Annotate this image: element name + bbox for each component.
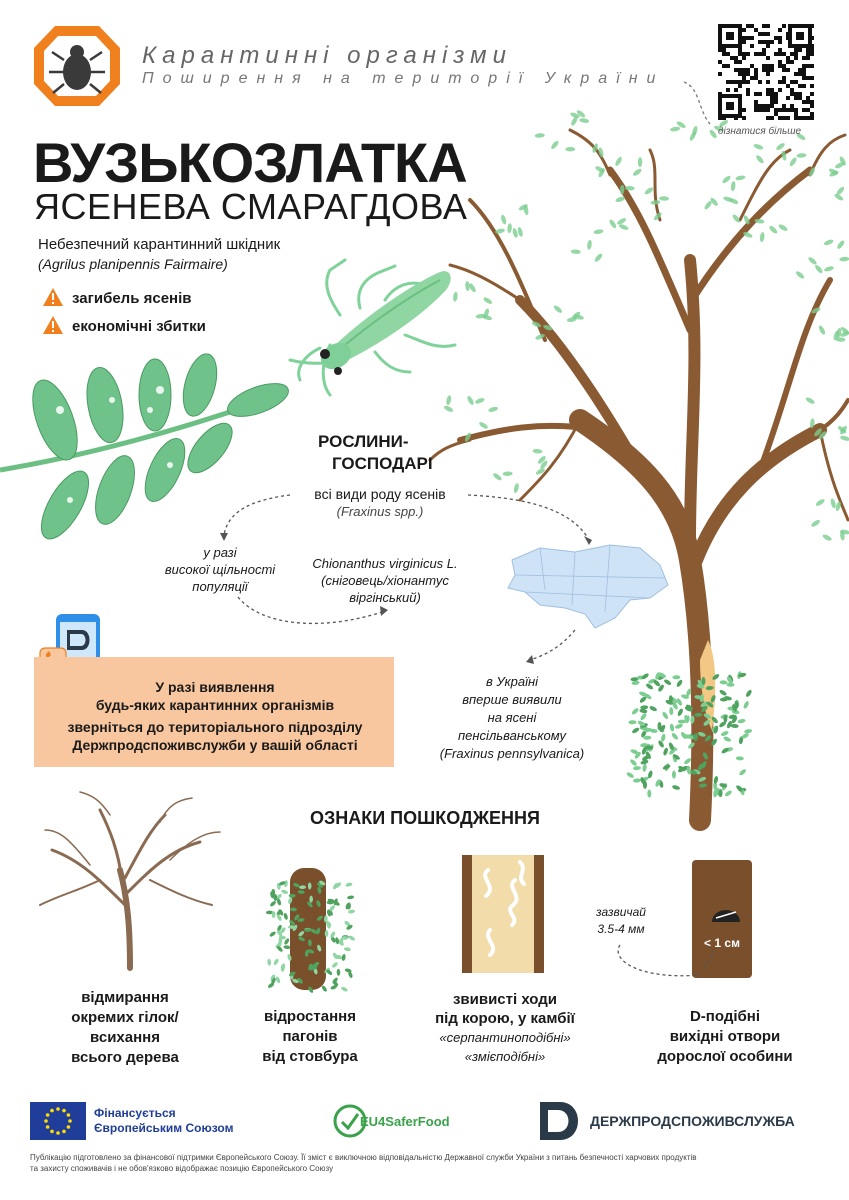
hosts-heading: РОСЛИНИ-	[318, 432, 409, 451]
sign-exit-holes: D-подібні вихідні отвори дорослої особини	[657, 1008, 793, 1065]
qr-pointer-arrow	[684, 82, 710, 124]
hosts-main-latin: (Fraxinus spp.)	[336, 504, 424, 519]
hosts-main: всі види роду ясенів	[314, 486, 446, 502]
bark-galleries-icon	[462, 855, 544, 973]
eu4safer-food-label: EU4SaferFood	[360, 1114, 450, 1129]
sign-galleries: звивисті ходи під корою, у камбії «серпантиноподібні» «змієподібні»	[435, 991, 575, 1064]
ukraine-note-5: (Fraxinus pennsylvanica)	[439, 746, 585, 761]
contact-line-3: зверніться до територіального підрозділу	[67, 719, 363, 735]
warning-economic-loss: економічні збитки	[72, 318, 206, 335]
ukraine-note-2: вперше виявили	[462, 692, 562, 707]
sign-dieback: відмирання окремих гілок/ всихання всього дерева	[71, 989, 179, 1066]
qr-code-icon[interactable]	[716, 22, 814, 120]
agency-name: ДЕРЖПРОДСПОЖИВСЛУЖБА	[590, 1113, 795, 1129]
page-title: ВУЗЬКОЗЛАТКА	[33, 131, 467, 194]
alt-host-3: віргінський)	[349, 590, 421, 605]
ukraine-note-3: на ясені	[487, 710, 537, 725]
pest-description: Небезпечний карантинний шкідник	[38, 236, 281, 253]
series-title: Карантинні організми	[142, 42, 512, 69]
contact-line-1: У разі виявлення	[155, 679, 275, 695]
hosts-heading-2: ГОСПОДАРІ	[332, 454, 433, 473]
agency-logo-icon	[540, 1102, 578, 1140]
hole-size: 3.5-4 мм	[597, 922, 645, 936]
alt-host-1: Chionanthus virginicus L.	[312, 556, 458, 571]
density-note-2: високої щільності	[164, 562, 276, 577]
warning-icon	[43, 288, 63, 306]
contact-line-2: будь-яких карантинних організмів	[95, 697, 335, 713]
exit-hole-icon	[618, 860, 752, 978]
eu-funding-1: Фінансується	[94, 1106, 176, 1120]
disclaimer: Публікацію підготовлено за фінансової підтримки Європейського Союзу. Її зміст є виключною відповідальністю Державної служби України з питань безпечності харчових продуктів та захисту споживачів і не обов'язково відображає позицію Європейського Союзу	[30, 1153, 697, 1173]
density-note-1: у разі	[203, 545, 237, 560]
page-subtitle: ЯСЕНЕВА СМАРАГДОВА	[34, 186, 468, 227]
ukraine-map-icon	[508, 545, 668, 628]
eu-flag-icon	[30, 1102, 86, 1140]
hole-size-label: < 1 см	[704, 936, 740, 950]
warning-icon	[43, 316, 63, 334]
dying-tree-icon	[40, 792, 220, 968]
eu-funding-2: Європейським Союзом	[94, 1121, 234, 1135]
hole-usually: зазвичай	[596, 905, 646, 919]
sign-shoots: відростання пагонів від стовбура	[262, 1008, 358, 1065]
warning-tree-death: загибель ясенів	[72, 290, 192, 307]
density-note-3: популяції	[192, 579, 248, 594]
ash-leaf-illustration	[0, 350, 293, 546]
quarantine-logo-icon	[34, 26, 120, 106]
contact-line-4: Держпродспоживслужби у вашій області	[72, 737, 358, 753]
ukraine-note-4: пенсільванському	[458, 728, 566, 743]
signs-heading: ОЗНАКИ ПОШКОДЖЕННЯ	[309, 808, 540, 828]
trunk-shoots-icon	[266, 868, 356, 994]
qr-caption[interactable]: дізнатися більше	[718, 126, 802, 137]
series-subtitle: Поширення на території України	[142, 70, 665, 87]
pest-latin-name: (Agrilus planipennis Fairmaire)	[38, 256, 228, 272]
ukraine-note-1: в Україні	[485, 674, 539, 689]
emerald-ash-borer-beetle-icon	[290, 260, 455, 395]
alt-host-2: (сніговець/хіонантус	[321, 573, 449, 588]
